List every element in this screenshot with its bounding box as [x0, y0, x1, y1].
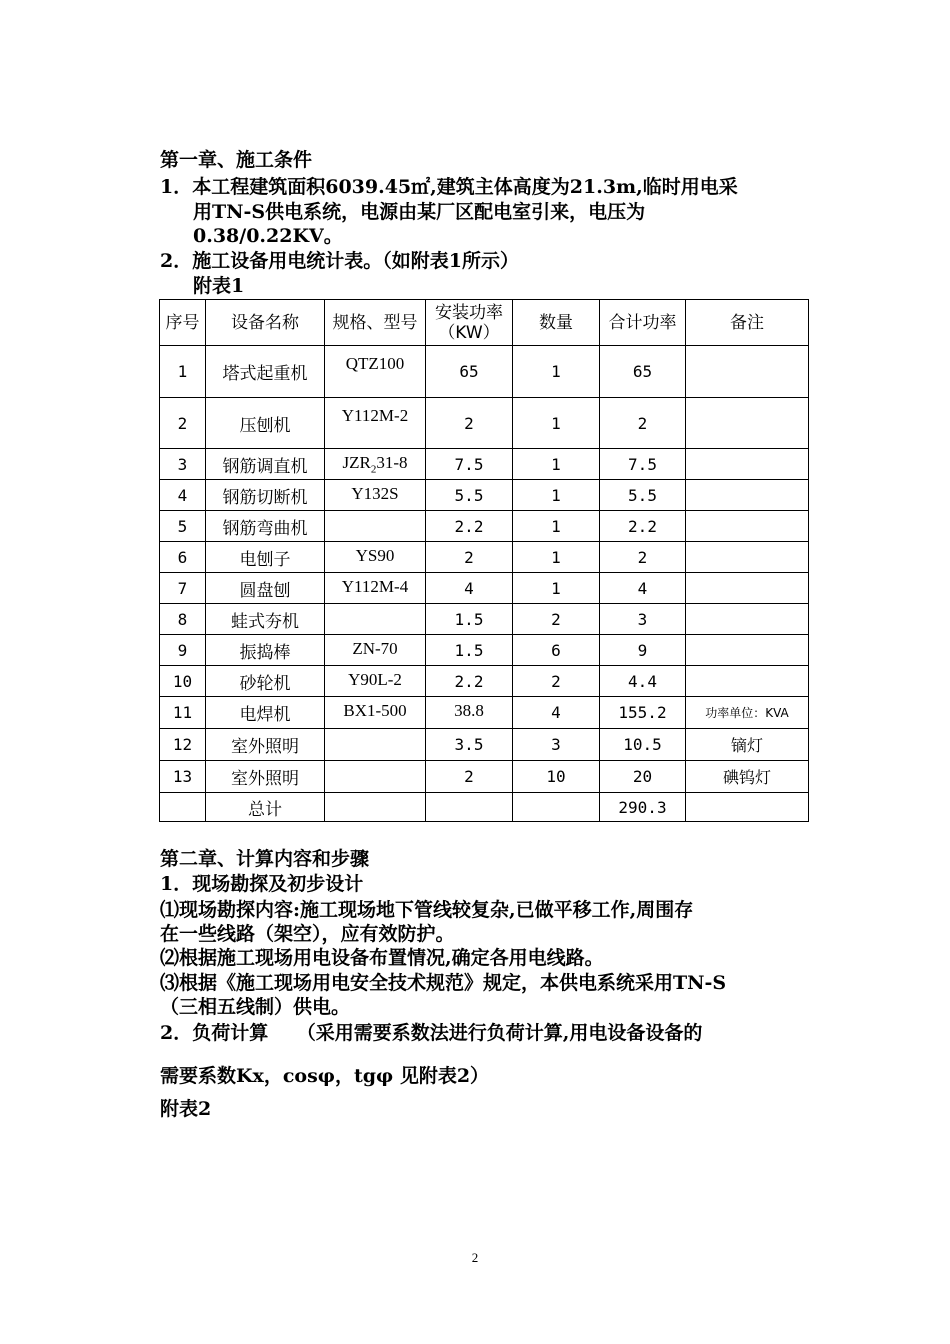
cell-no: 3 [160, 449, 206, 480]
table-row [160, 480, 809, 511]
cell-qty: 1 [513, 542, 600, 573]
cell-spec: QTZ100 [325, 346, 426, 398]
cell-total: 4 [600, 573, 686, 604]
cell-note [686, 398, 809, 449]
chapter2-p3-line2: （三相五线制）供电。 [160, 996, 351, 1018]
cell-note [686, 449, 809, 480]
table-row [160, 573, 809, 604]
cell-power: 3.5 [426, 729, 513, 761]
cell-no: 2 [160, 398, 206, 449]
table-row [160, 398, 809, 449]
cell-total: 2.2 [600, 511, 686, 542]
cell-qty: 10 [513, 761, 600, 793]
cell-name: 钢筋切断机 [206, 480, 325, 511]
cell-spec: Y132S [325, 480, 426, 511]
cell-qty: 1 [513, 511, 600, 542]
cell-total: 2 [600, 398, 686, 449]
cell-qty: 1 [513, 480, 600, 511]
cell-power: 2.2 [426, 511, 513, 542]
cell-note [686, 573, 809, 604]
cell-power: 38.8 [426, 697, 513, 729]
cell-total: 7.5 [600, 449, 686, 480]
cell-no: 8 [160, 604, 206, 635]
cell-name: 塔式起重机 [206, 346, 325, 398]
table-row [160, 761, 809, 793]
table-row [160, 604, 809, 635]
cell-note [686, 666, 809, 697]
cell-note [686, 635, 809, 666]
header-qty: 数量 [513, 300, 600, 346]
cell-spec: BX1-500 [325, 697, 426, 729]
cell-name: 钢筋调直机 [206, 449, 325, 480]
header-no: 序号 [160, 300, 206, 346]
cell-spec: Y112M-2 [325, 398, 426, 449]
cell-note: 功率单位：KVA [686, 697, 809, 729]
cell-name: 蛙式夯机 [206, 604, 325, 635]
table1-caption: 附表1 [193, 275, 245, 297]
cell-qty: 1 [513, 346, 600, 398]
cell-note: 碘钨灯 [686, 761, 809, 793]
cell-total: 65 [600, 346, 686, 398]
chapter2-p2: ⑵根据施工现场用电设备布置情况,确定各用电线路。 [160, 947, 604, 969]
total-label: 总计 [206, 793, 325, 822]
cell-total: 4.4 [600, 666, 686, 697]
cell-no: 11 [160, 697, 206, 729]
cell-qty: 1 [513, 449, 600, 480]
cell-no: 1 [160, 346, 206, 398]
cell-name: 室外照明 [206, 761, 325, 793]
cell-name: 压刨机 [206, 398, 325, 449]
cell-power: 2 [426, 542, 513, 573]
page-number: 2 [471, 1250, 479, 1265]
total-value: 290.3 [600, 793, 686, 822]
cell-name: 电刨子 [206, 542, 325, 573]
chapter1-item1-line2: 用TN-S供电系统，电源由某厂区配电室引来，电压为 [193, 201, 646, 223]
cell-no: 5 [160, 511, 206, 542]
cell-spec: YS90 [325, 542, 426, 573]
chapter2-item1: 1．现场勘探及初步设计 [160, 873, 364, 895]
cell-power: 2 [426, 398, 513, 449]
cell-power [426, 793, 513, 822]
chapter2-p1-line1: ⑴现场勘探内容:施工现场地下管线较复杂,已做平移工作,周围存 [160, 899, 694, 921]
cell-spec [325, 761, 426, 793]
cell-power: 7.5 [426, 449, 513, 480]
cell-spec [325, 793, 426, 822]
cell-name: 振捣棒 [206, 635, 325, 666]
cell-spec [325, 449, 426, 480]
header-spec: 规格、型号 [325, 300, 426, 346]
cell-power: 2 [426, 761, 513, 793]
chapter2-item2-cont: 需要系数Kx，cosφ，tgφ 见附表2） [160, 1065, 490, 1087]
cell-total: 5.5 [600, 480, 686, 511]
cell-name: 电焊机 [206, 697, 325, 729]
spec-subscript: 2 [370, 463, 377, 476]
cell-note [686, 346, 809, 398]
cell-note: 镝灯 [686, 729, 809, 761]
chapter1-item2: 2．施工设备用电统计表。（如附表1所示） [160, 250, 519, 272]
cell-qty: 4 [513, 697, 600, 729]
cell-no: 13 [160, 761, 206, 793]
table-row [160, 346, 809, 398]
cell-qty: 2 [513, 604, 600, 635]
header-note: 备注 [686, 300, 809, 346]
cell-spec: ZN-70 [325, 635, 426, 666]
cell-qty: 1 [513, 573, 600, 604]
cell-no: 6 [160, 542, 206, 573]
cell-name: 圆盘刨 [206, 573, 325, 604]
cell-no [160, 793, 206, 822]
cell-qty: 2 [513, 666, 600, 697]
cell-spec [325, 511, 426, 542]
cell-power: 5.5 [426, 480, 513, 511]
cell-no: 7 [160, 573, 206, 604]
cell-total: 10.5 [600, 729, 686, 761]
cell-name: 钢筋弯曲机 [206, 511, 325, 542]
chapter1-item1-line3: 0.38/0.22KV。 [193, 225, 343, 247]
header-power: 安装功率（KW） [426, 300, 513, 346]
cell-spec: Y112M-4 [325, 573, 426, 604]
cell-no: 9 [160, 635, 206, 666]
cell-qty: 3 [513, 729, 600, 761]
table-row [160, 729, 809, 761]
cell-power: 1.5 [426, 604, 513, 635]
equipment-power-table [159, 299, 809, 822]
table2-caption: 附表2 [160, 1098, 212, 1120]
cell-qty [513, 793, 600, 822]
cell-power: 65 [426, 346, 513, 398]
cell-name: 砂轮机 [206, 666, 325, 697]
table-row [160, 542, 809, 573]
table-row [160, 697, 809, 729]
cell-note [686, 604, 809, 635]
cell-total: 3 [600, 604, 686, 635]
cell-spec: Y90L-2 [325, 666, 426, 697]
table-header-row [160, 300, 809, 346]
cell-no: 4 [160, 480, 206, 511]
table-row [160, 449, 809, 480]
cell-power: 4 [426, 573, 513, 604]
table-total-row [160, 793, 809, 822]
cell-power: 2.2 [426, 666, 513, 697]
cell-total: 9 [600, 635, 686, 666]
cell-no: 10 [160, 666, 206, 697]
header-name: 设备名称 [206, 300, 325, 346]
cell-note [686, 793, 809, 822]
chapter2-title: 第二章、计算内容和步骤 [160, 848, 370, 870]
spec-main: JZR [342, 453, 371, 472]
cell-qty: 6 [513, 635, 600, 666]
cell-spec [325, 729, 426, 761]
cell-note [686, 480, 809, 511]
chapter1-title: 第一章、施工条件 [160, 149, 313, 171]
cell-no: 12 [160, 729, 206, 761]
chapter1-item1-line1: 1．本工程建筑面积6039.45㎡,建筑主体高度为21.3m,临时用电采 [160, 176, 738, 198]
cell-note [686, 511, 809, 542]
cell-note [686, 542, 809, 573]
cell-total: 20 [600, 761, 686, 793]
spec-tail: 31-8 [376, 453, 408, 472]
cell-total: 2 [600, 542, 686, 573]
chapter2-item2: 2．负荷计算 （采用需要系数法进行负荷计算,用电设备设备的 [160, 1022, 703, 1044]
cell-total: 155.2 [600, 697, 686, 729]
cell-spec [325, 604, 426, 635]
table-row [160, 666, 809, 697]
chapter2-p1-line2: 在一些线路（架空），应有效防护。 [160, 923, 455, 945]
cell-name: 室外照明 [206, 729, 325, 761]
table-row [160, 511, 809, 542]
chapter2-p3-line1: ⑶根据《施工现场用电安全技术规范》规定，本供电系统采用TN-S [160, 972, 727, 994]
header-total: 合计功率 [600, 300, 686, 346]
cell-power: 1.5 [426, 635, 513, 666]
table-row [160, 635, 809, 666]
cell-qty: 1 [513, 398, 600, 449]
